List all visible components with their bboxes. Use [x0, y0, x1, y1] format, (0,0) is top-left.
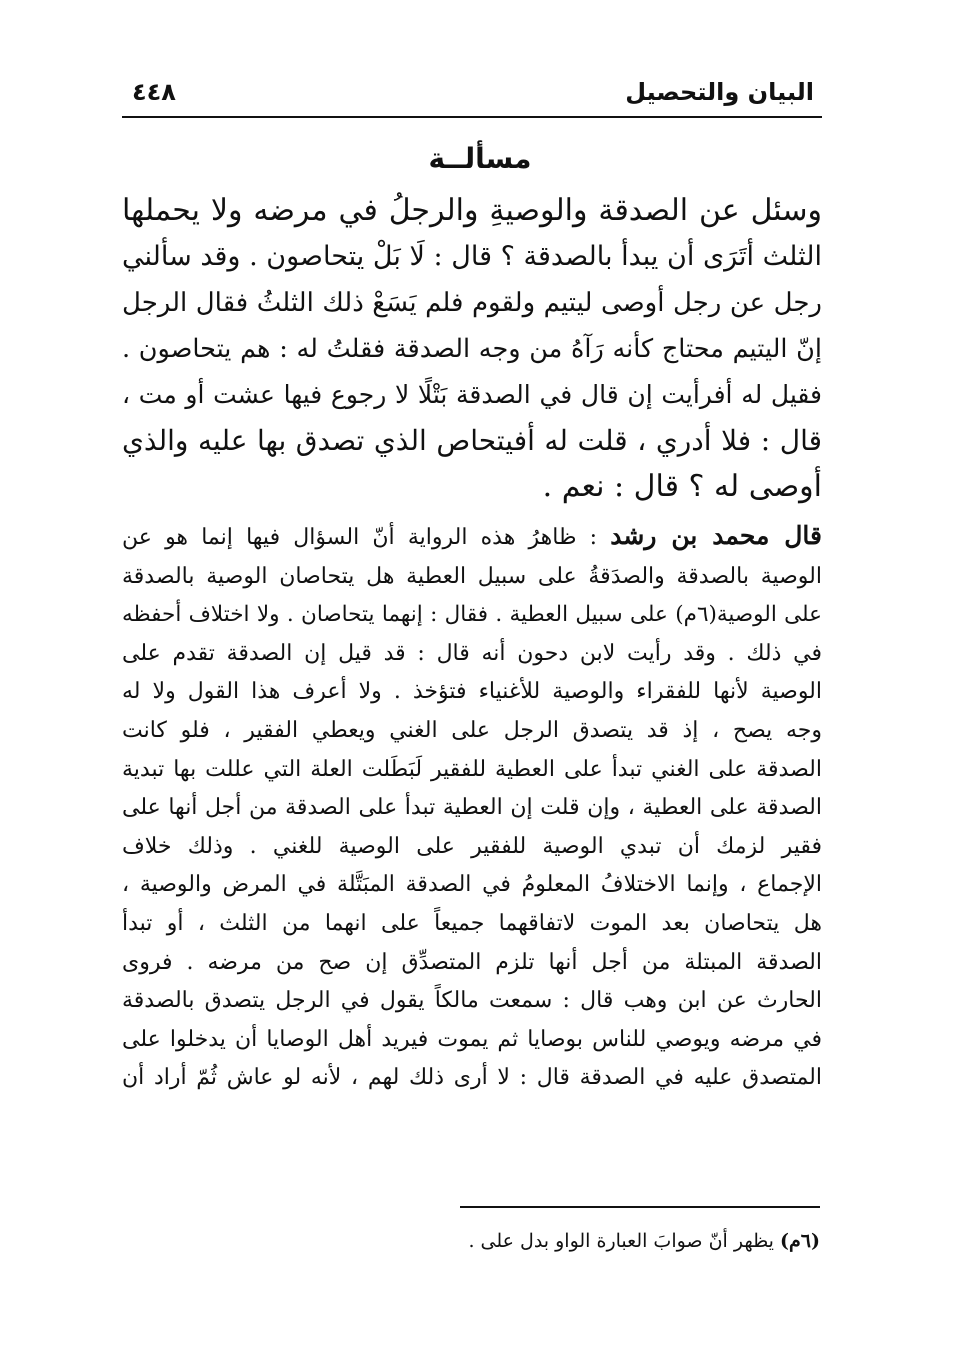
question-line: قال : فلا أدري ، قلت له أفيتحاص الذي تصدق بها عليه والذي — [122, 424, 822, 457]
question-line: وسئل عن الصدقة والوصيةِ والرجلُ في مرضه ولا يحملها — [122, 193, 822, 228]
commentary-text — [122, 517, 822, 1098]
footnote — [468, 1230, 820, 1252]
footnote-text: يظهر أنّ صوابَ العبارة الواو بدل على . — [468, 1230, 774, 1252]
page-number: ٤٤٨ — [132, 78, 176, 106]
commentary-line: في مرضه ويوصي للناس بوصايا ثم يموت فيريد أهل الوصايا أن يدخلوا على — [122, 1026, 822, 1052]
question-line: فقيل له أفرأيت إن قال في الصدقة بَتْلًا لا رجوع فيها عشت أو مت ، — [122, 380, 822, 409]
commentary-line: الوصية بالصدقة والصدَقةُ على سبيل العطية هل يتحاصان الوصية بالصدقة — [122, 563, 822, 589]
section-heading: مسألــة — [428, 142, 532, 175]
question-text — [122, 188, 822, 510]
header-divider — [122, 116, 822, 118]
question-line: رجل عن رجل أوصى ليتيم ولقوم فلم يَسَعْ ذلك الثلثُ فقال الرجل — [122, 288, 822, 318]
book-title: البيان والتحصيل — [625, 78, 814, 106]
footnote-marker: (٦م) — [780, 1230, 820, 1252]
commentary-line-rest: : ظاهرُ هذه الرواية أنّ السؤال فيها إنما هو عن — [122, 525, 598, 550]
footnote-divider — [460, 1206, 820, 1208]
commentary-line: الصدقة على الغني تبدأ على العطية للفقير لَبَطَلت العلة التي عللت بها تبدية — [122, 756, 822, 782]
running-header — [122, 78, 822, 112]
question-line: إنّ اليتيم محتاج كأنه رَآهُ من وجه الصدقة فقلتُ له : هم يتحاصون . — [122, 334, 822, 364]
question-line: أوصى له ؟ قال : نعم . — [542, 469, 822, 504]
commentary-line: فقير لزمك أن تبدي الوصية للفقير على الوصية للغني . وذلك خلاف — [122, 833, 822, 859]
question-line: الثلث أتَرَى أن يبدأ بالصدقة ؟ قال : لَا بَلْ يتحاصون . وقد سألني — [122, 241, 822, 272]
commentary-line: هل يتحاصان بعد الموت لاتفاقهما جميعاً على انهما من الثلث ، أو تبدأ — [122, 910, 822, 936]
commentary-line: في ذلك . وقد رأيت لابن دحون أنه قال : قد قيل إن الصدقة تقدم على — [122, 640, 822, 666]
commentary-speaker: قال محمد بن رشد — [610, 521, 822, 550]
commentary-line: الحارث عن ابن وهب قال : سمعت مالكاً يقول في الرجل يتصدق بالصدقة — [122, 988, 822, 1014]
commentary-first-line — [122, 517, 822, 558]
commentary-line: الصدقة المبتلة من أجل أنها تلزم المتصدِّق إن صح من مرضه . فروى — [122, 949, 822, 975]
commentary-line: الصدقة على العطية ، وإن قلت إن العطية تبدأ على الصدقة من أجل أنها على — [122, 795, 822, 821]
commentary-line: الوصية لأنها للفقراء والوصية للأغنياء فتؤخذ . ولا أعرف هذا القول ولا له — [122, 679, 822, 705]
commentary-line: وجه يصح ، إذ قد يتصدق الرجل على الغني ويعطي الفقير ، فلو كانت — [122, 717, 822, 743]
commentary-line: الإجماع ، وإنما الاختلافُ المعلومُ في الصدقة المبَتَّلة في المرض والوصية ، — [122, 872, 822, 898]
commentary-line: المتصدق عليه في الصدقة قال : لا أرى ذلك لهم ، لأنه لو عاش ثُمّ أراد أن — [122, 1065, 822, 1091]
commentary-line: على الوصية(٦م) على سبيل العطية . فقال : إنهما يتحاصان . ولا اختلاف أحفظه — [122, 602, 822, 628]
